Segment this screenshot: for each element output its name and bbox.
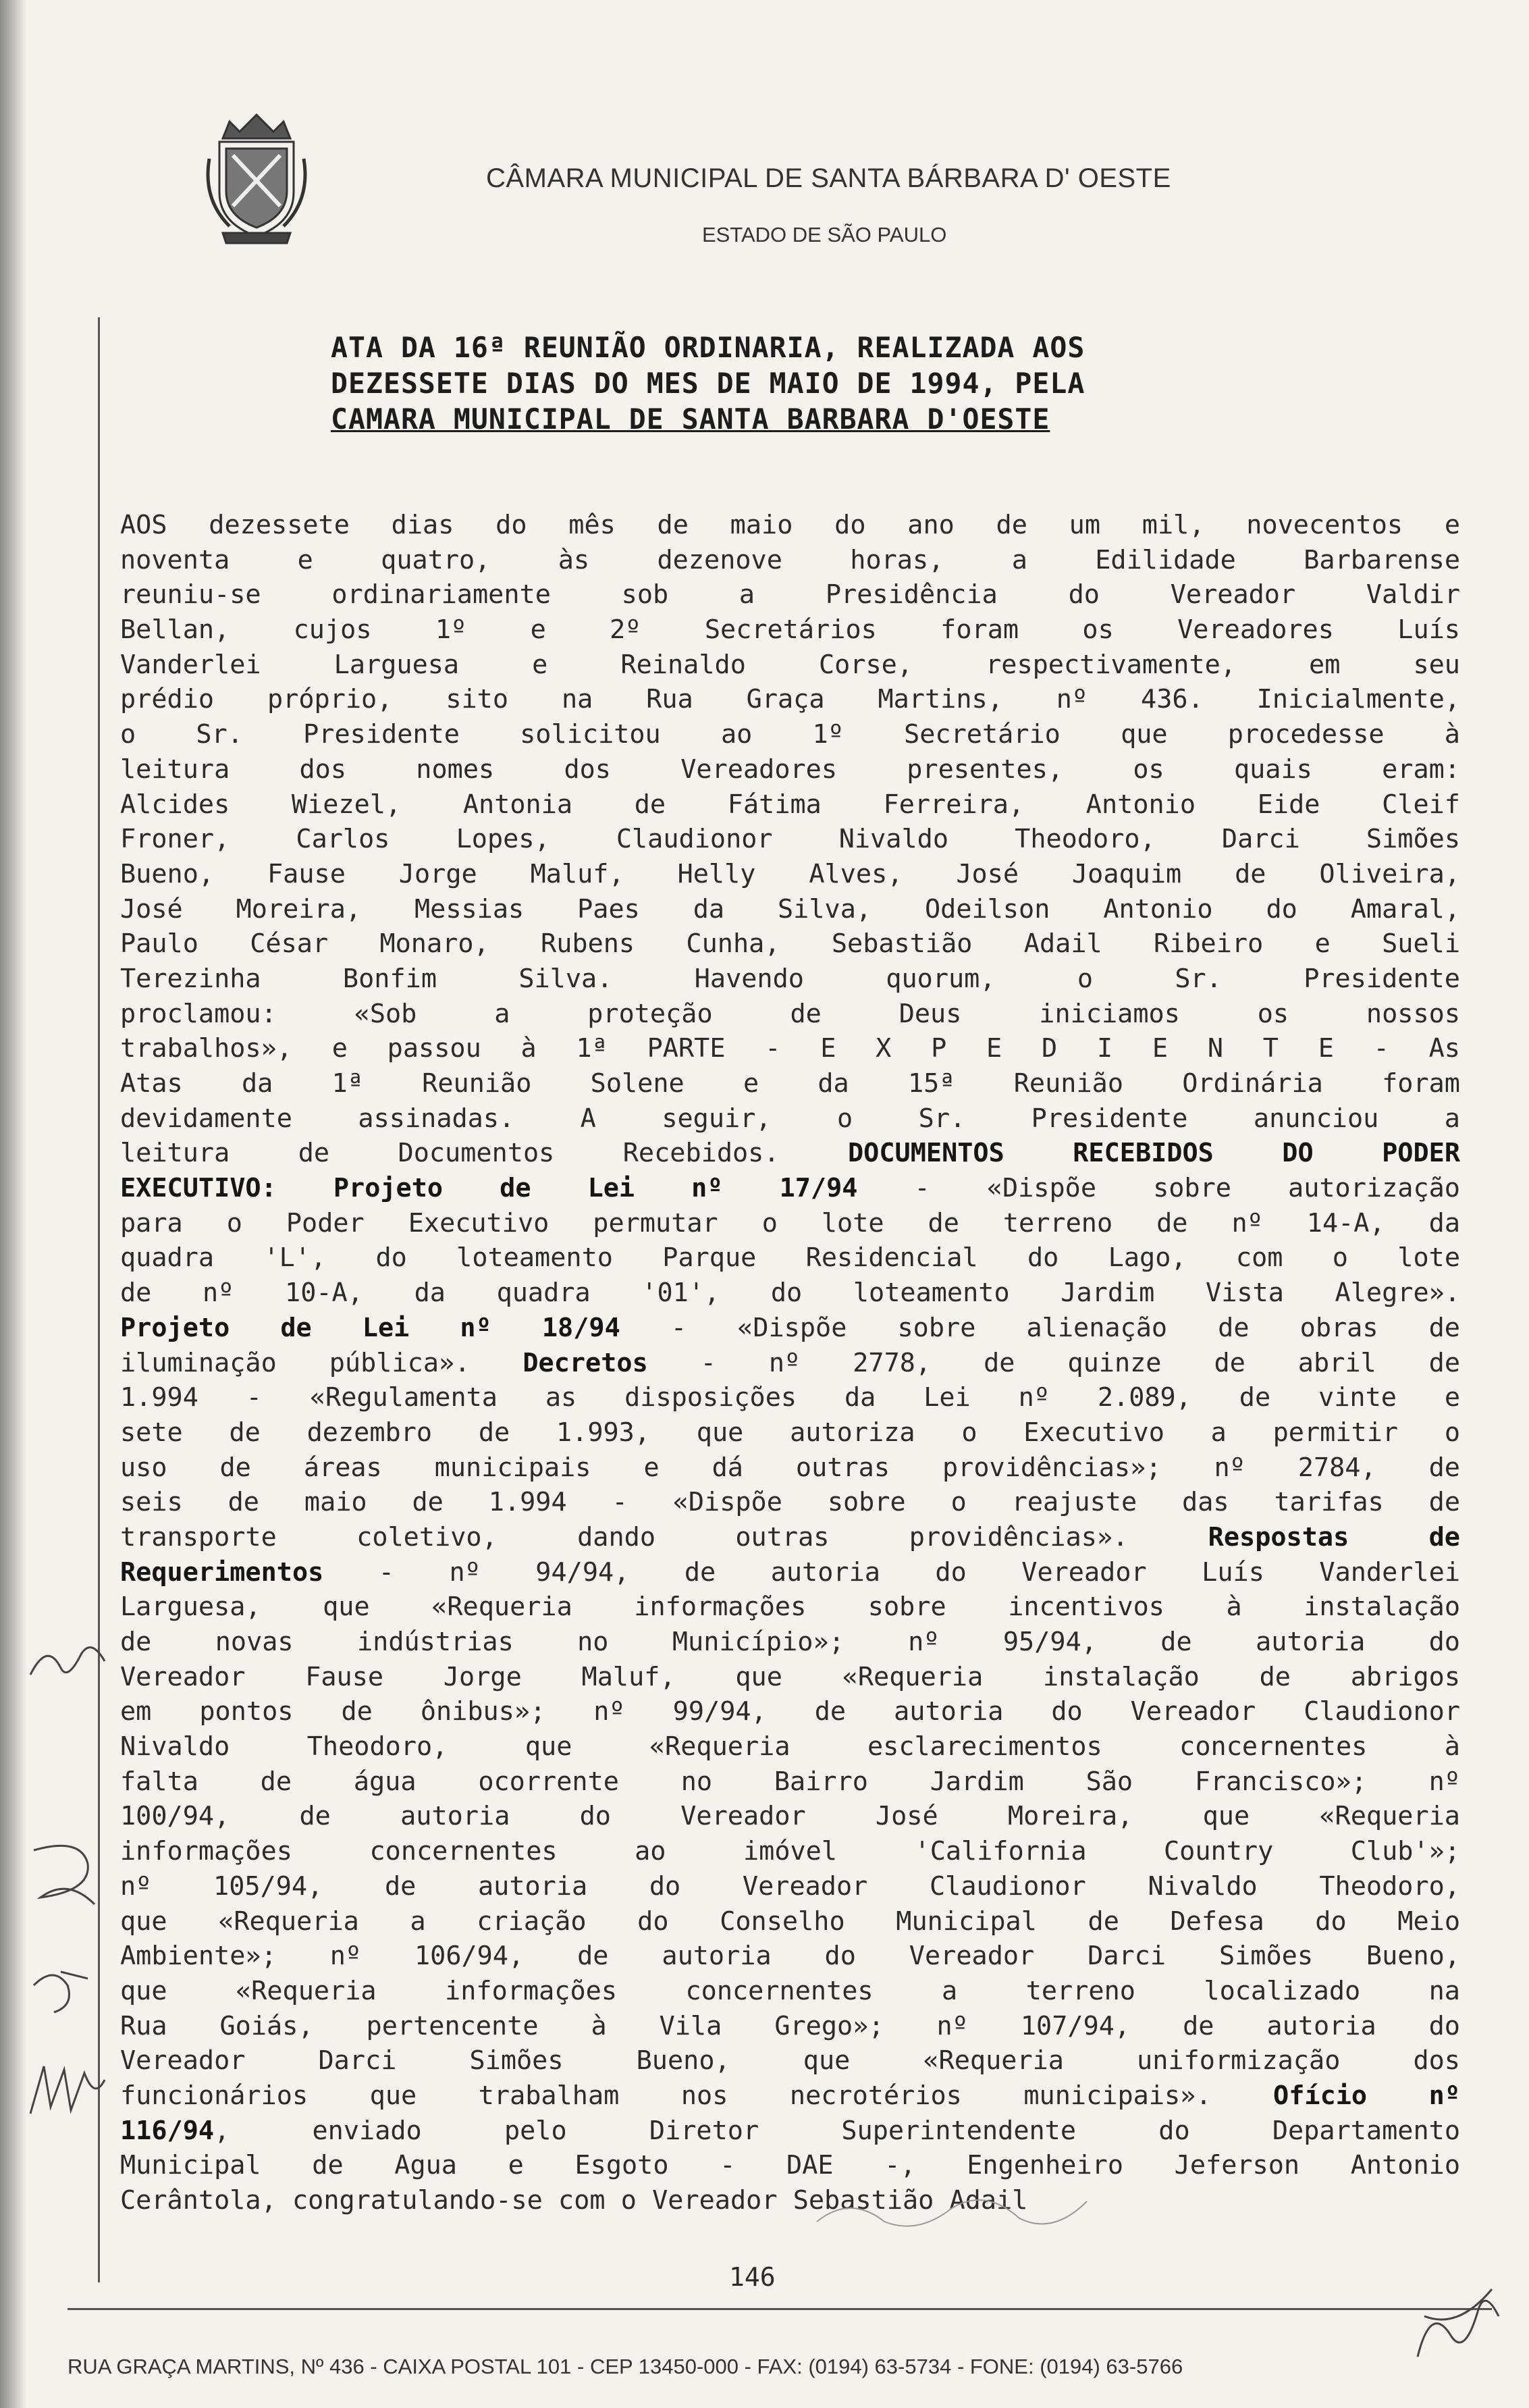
body-segment: Paulo César Monaro, Rubens Cunha, Sebastião Adail Ribeiro e Sueli (120, 928, 1460, 960)
body-line (120, 2183, 1460, 2218)
body-line (120, 612, 1460, 648)
body-segment: em pontos de ônibus»; nº 99/94, de autoria do Vereador Claudionor (120, 1696, 1460, 1727)
body-line (120, 682, 1460, 717)
body-line (120, 648, 1460, 683)
faint-bottom-signature (810, 2181, 1094, 2242)
body-segment: Nivaldo Theodoro, que «Requeria esclarecimentos concernentes à (120, 1731, 1460, 1762)
body-segment: Vereador Darci Simões Bueno, que «Requeria uniformização dos (120, 2045, 1460, 2076)
body-segment: Vanderlei Larguesa e Reinaldo Corse, respectivamente, em seu (120, 649, 1460, 680)
body-segment: Vereador Fause Jorge Maluf, que «Requeria instalação de abrigos (120, 1661, 1460, 1692)
margin-signature-2 (27, 1837, 101, 1911)
body-segment: iluminação pública». (120, 1347, 523, 1378)
body-segment: transporte coletivo, dando outras providências». (120, 1521, 1208, 1552)
body-line (120, 1869, 1460, 1904)
body-line (120, 1206, 1460, 1241)
left-margin-line (98, 317, 100, 2282)
body-line (120, 1101, 1460, 1136)
body-line (120, 1276, 1460, 1311)
body-segment: informações concernentes ao imóvel 'California Country Club'»; (120, 1836, 1460, 1867)
document-title (331, 330, 1242, 437)
body-line (120, 2148, 1460, 2183)
body-segment: de novas indústrias no Município»; nº 95/94, de autoria do (120, 1627, 1460, 1657)
body-segment: Froner, Carlos Lopes, Claudionor Nivaldo Theodoro, Darci Simões (120, 824, 1460, 855)
body-line (120, 2078, 1460, 2114)
body-segment: José Moreira, Messias Paes da Silva, Odeilson Antonio do Amaral, (120, 893, 1460, 924)
body-line (120, 822, 1460, 857)
body-bold-segment: Requerimentos (120, 1556, 324, 1588)
margin-signature-3 (27, 1958, 95, 2019)
body-segment: Rua Goiás, pertencente à Vila Grego»; nº 107/94, de autoria do (120, 2010, 1460, 2041)
body-segment: o Sr. Presidente solicitou ao 1º Secretário que procedesse à (120, 719, 1460, 750)
body-bold-segment: Decretos (522, 1347, 648, 1378)
scan-edge-shadow (0, 0, 27, 2408)
body-segment: prédio próprio, sito na Rua Graça Martins, nº 436. Inicialmente, (120, 684, 1460, 715)
header-title: CÂMARA MUNICIPAL DE SANTA BÁRBARA D' OESTE (486, 163, 1171, 193)
body-segment: - nº 94/94, de autoria do Vereador Luís Vanderlei (323, 1556, 1460, 1588)
body-line (120, 1485, 1460, 1520)
body-line (120, 1450, 1460, 1486)
body-bold-segment: Ofício nº (1273, 2080, 1460, 2111)
body-segment: Terezinha Bonfim Silva. Havendo quorum, o Sr. Presidente (120, 963, 1460, 994)
body-line (120, 2009, 1460, 2044)
body-segment: Bellan, cujos 1º e 2º Secretários foram os Vereadores Luís (120, 614, 1460, 646)
margin-signature-4 (27, 2060, 108, 2120)
body-segment: sete de dezembro de 1.993, que autoriza o Executivo a permitir o (120, 1417, 1460, 1448)
body-line (120, 508, 1460, 543)
body-line (120, 892, 1460, 927)
body-line (120, 1240, 1460, 1276)
body-segment: Municipal de Agua e Esgoto - DAE -, Engenheiro Jeferson Antonio (120, 2150, 1460, 2181)
body-line (120, 1346, 1460, 1381)
footer-divider (68, 2308, 1492, 2310)
body-line (120, 1066, 1460, 1101)
body-segment: que «Requeria a criação do Conselho Municipal de Defesa do Meio (120, 1906, 1460, 1937)
body-segment: noventa e quatro, às dezenove horas, a Edilidade Barbarense (120, 544, 1460, 575)
body-segment: seis de maio de 1.994 - «Dispõe sobre o reajuste das tarifas de (120, 1487, 1460, 1518)
body-segment: nº 105/94, de autoria do Vereador Claudionor Nivaldo Theodoro, (120, 1870, 1460, 1902)
body-line (120, 1311, 1460, 1346)
body-segment: Atas da 1ª Reunião Solene e da 15ª Reunião Ordinária foram (120, 1068, 1460, 1099)
body-line (120, 543, 1460, 578)
body-segment: 1.994 - «Regulamenta as disposições da Lei nº 2.089, de vinte e (120, 1382, 1460, 1413)
body-segment: leitura dos nomes dos Vereadores presentes, os quais eram: (120, 754, 1460, 785)
body-segment: falta de água ocorrente no Bairro Jardim São Francisco»; nº (120, 1766, 1460, 1797)
body-line (120, 717, 1460, 752)
body-line (120, 1031, 1460, 1066)
body-line (120, 926, 1460, 962)
body-segment: quadra 'L', do loteamento Parque Residencial do Lago, com o lote (120, 1242, 1460, 1274)
body-line (120, 1520, 1460, 1555)
body-segment: leitura de Documentos Recebidos. (120, 1138, 848, 1169)
body-segment: , enviado pelo Diretor Superintendente do Departamento (214, 2115, 1460, 2146)
title-line-1: ATA DA 16ª REUNIÃO ORDINARIA, REALIZADA AOS (331, 331, 1085, 364)
body-line (120, 1974, 1460, 2009)
body-bold-segment: Respostas de (1208, 1521, 1460, 1552)
header-state: ESTADO DE SÃO PAULO (702, 223, 947, 246)
body-segment: - «Dispõe sobre alienação de obras de (620, 1312, 1460, 1343)
body-line (120, 1380, 1460, 1415)
body-line (120, 1555, 1460, 1590)
body-line (120, 1729, 1460, 1764)
body-segment: que «Requeria informações concernentes a terreno localizado na (120, 1975, 1460, 2006)
body-segment: trabalhos», e passou à 1ª PARTE - E X P E D I E N T E - As (120, 1033, 1460, 1064)
body-segment: para o Poder Executivo permutar o lote de terreno de nº 14-A, da (120, 1207, 1460, 1238)
margin-signature-1 (27, 1634, 108, 1688)
body-segment: AOS dezessete dias do mês de maio do ano de um mil, novecentos e (120, 510, 1460, 540)
body-segment: Cerântola, congratulando-se com o Vereador Sebastião Adail (120, 2185, 1028, 2216)
body-segment: - nº 2778, de quinze de abril de (647, 1347, 1460, 1378)
body-bold-segment: Projeto de Lei nº 18/94 (120, 1312, 620, 1343)
body-line (120, 1764, 1460, 1800)
body-line (120, 577, 1460, 612)
body-segment: 100/94, de autoria do Vereador José Moreira, que «Requeria (120, 1801, 1460, 1832)
minutes-body (120, 508, 1460, 2218)
body-line (120, 1136, 1460, 1171)
body-segment: proclamou: «Sob a proteção de Deus iniciamos os nossos (120, 998, 1460, 1029)
corner-signature (1404, 2276, 1505, 2370)
body-line (120, 2114, 1460, 2149)
body-line (120, 1660, 1460, 1695)
body-line (120, 997, 1460, 1032)
body-segment: reuniu-se ordinariamente sob a Presidência do Vereador Valdir (120, 579, 1460, 610)
body-line (120, 2043, 1460, 2078)
body-segment: - «Dispõe sobre autorização (857, 1173, 1460, 1204)
body-segment: Alcides Wiezel, Antonia de Fátima Ferreira, Antonio Eide Cleif (120, 789, 1460, 820)
body-segment: de nº 10-A, da quadra '01', do loteamento Jardim Vista Alegre». (120, 1278, 1460, 1309)
title-line-2: DEZESSETE DIAS DO MES DE MAIO DE 1994, PELA (331, 367, 1085, 400)
body-segment: devidamente assinadas. A seguir, o Sr. Presidente anunciou a (120, 1103, 1460, 1134)
body-bold-segment: EXECUTIVO: Projeto de Lei nº 17/94 (120, 1173, 858, 1204)
body-segment: uso de áreas municipais e dá outras providências»; nº 2784, de (120, 1452, 1460, 1483)
body-line (120, 787, 1460, 822)
body-line (120, 752, 1460, 787)
body-line (120, 1799, 1460, 1834)
body-segment: Bueno, Fause Jorge Maluf, Helly Alves, José Joaquim de Oliveira, (120, 858, 1460, 889)
body-line (120, 1590, 1460, 1625)
body-line (120, 1171, 1460, 1206)
body-line (120, 857, 1460, 892)
body-line (120, 1625, 1460, 1660)
body-line (120, 1694, 1460, 1729)
body-bold-segment: DOCUMENTOS RECEBIDOS DO PODER (848, 1138, 1460, 1169)
body-line (120, 1939, 1460, 1974)
body-line (120, 1834, 1460, 1869)
municipal-crest-icon (203, 111, 311, 246)
body-bold-segment: 116/94 (120, 2115, 215, 2146)
body-line (120, 962, 1460, 997)
footer-address: RUA GRAÇA MARTINS, Nº 436 - CAIXA POSTAL 101 - CEP 13450-000 - FAX: (0194) 63-5734 - FONE: (0194) 63-5766 (68, 2355, 1183, 2378)
body-segment: Ambiente»; nº 106/94, de autoria do Vereador Darci Simões Bueno, (120, 1941, 1460, 1972)
body-line (120, 1904, 1460, 1939)
title-line-3: CAMARA MUNICIPAL DE SANTA BARBARA D'OESTE (331, 402, 1050, 436)
body-segment: funcionários que trabalham nos necrotérios municipais». (120, 2080, 1274, 2111)
body-line (120, 1415, 1460, 1450)
page-number: 146 (729, 2262, 776, 2292)
body-segment: Larguesa, que «Requeria informações sobre incentivos à instalação (120, 1592, 1460, 1623)
